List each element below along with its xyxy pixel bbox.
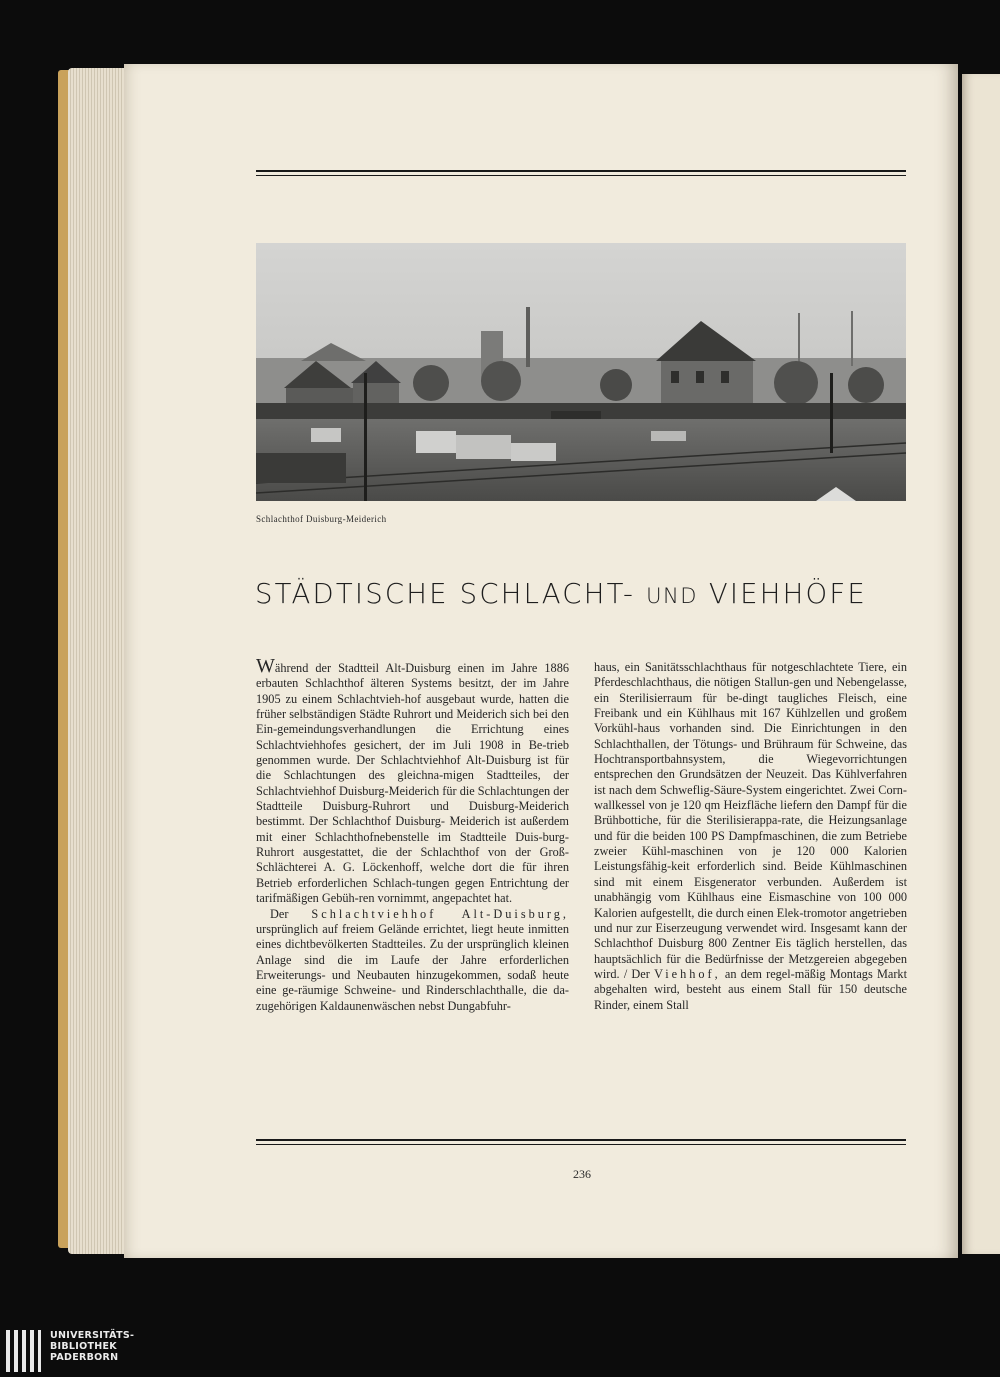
spaced-word-viehhof: Viehhof, <box>654 966 721 981</box>
title-part-3: VIEHHÖFE <box>708 578 867 610</box>
right-text-a: haus, ein Sanitätsschlachthaus für notgeschlachtete Tiere, ein Pferdeschlachthaus, die nötigen Stallun-gen und Nebengelasse, ein Sterilisierraum für be-dingt taugliches Fleisch, eine Freibank und ein Kühlhaus mit 167 Kühlzellen und großem Vorkühl-haus vorhanden sind. Die Einrichtungen in den Schlachthallen, der Tötungs- und Brühraum für Schweine, das Hochtransportbahnsystem, die Wiegevorrichtungen entsprechen den Grundsätzen der Neuzeit. Das Kühlverfahren ist nach dem Schweflig-Säure-System eingerichtet. Zwei Corn-wallkessel von je 120 qm Heizfläche liefern den Dampf für die Brühbottiche, für die Sterilisierappa-rate, die Heizungsanlage und für die beiden 100 PS Dampfmaschinen, die zum Betriebe zweier Kühl-maschinen von je 120 000 Kalorien Leistungsfähig-keit erforderlich sind. Beide Kühlmaschinen sind mit einem Eisgenerator verbunden. Außerdem ist unabhängig vom Kühlhaus eine Eismaschine von 100 000 Kalorien aufgestellt, die durch einen Elek-tromotor angetrieben und nur zur Eiserzeugung verwendet wird. Insgesamt kann der Schlachthof Duisburg 800 Zentner Eis täglich herstellen, das hauptsächlich für die Bedürfnisse der Metzgereien abgegeben wird. / Der <box>594 660 907 981</box>
dropcap-letter: W <box>256 655 275 677</box>
library-name-line-1: UNIVERSITÄTS- <box>50 1330 135 1341</box>
paragraph-2 <box>256 907 569 1014</box>
title-part-1: STÄDTISCHE SCHLACHT- <box>255 578 636 610</box>
right-paragraph <box>594 660 907 1013</box>
spaced-name-alt-duisburg: Schlachtviehhof Alt-Duisburg, <box>311 906 569 921</box>
library-name-line-2: BIBLIOTHEK <box>50 1341 117 1352</box>
library-name <box>50 1330 134 1363</box>
slaughterhouse-photograph <box>256 243 906 501</box>
paragraph-2-text: ursprünglich auf freiem Gelände errichtet, liegt heute inmitten eines dichtbevölkerten Stadtteiles. Zu der ursprünglich kleinen Anlage sind die im Laufe der Jahre erforderlichen Erweiterungs- und Neubauten hinzugekommen, sodaß heute eine ge-räumige Schweine- und Rinderschlachthalle, die da-zugehörigen Kaldaunenwäschen nebst Dungabfuhr- <box>256 921 569 1013</box>
title-part-2: UND <box>646 584 698 608</box>
article-title <box>255 578 915 610</box>
library-name-line-3: PADERBORN <box>50 1352 119 1363</box>
left-text-column <box>256 655 569 1014</box>
photo-illustration <box>256 243 906 501</box>
photo-caption: Schlachthof Duisburg-Meiderich <box>256 514 387 524</box>
paragraph-1 <box>256 655 569 907</box>
right-text-column <box>594 660 907 1013</box>
paragraph-1-text: ährend der Stadtteil Alt-Duisburg einen im Jahre 1886 erbauten Schlachthof älteren Systems besitzt, der im Jahre 1905 zu einem Schlachtvieh-hof ausgebaut wurde, hatten die früher selbständigen Städte Ruhrort und Meiderich sich bei den Ein-gemeindungsverhandlungen die Errichtung eines Schlachtviehhofes gesichert, der im Juli 1908 in Be-trieb genommen wurde. Der Schlachtviehhof Alt-Duisburg ist für die Schlachtungen des gleichna-migen Stadtteiles, der Schlachtviehhof Duisburg-Meiderich für die Schlachtungen der Stadtteile Duisburg-Ruhrort und Duisburg-Meiderich bestimmt. Der Schlachthof Duisburg- Meiderich ist außerdem mit einer Schlachthofnebenstelle im Stadtteile Duis-burg-Ruhrort ausgestattet, die der Schlachthof von der Groß-Schlächterei A. G. Löckenhoff, welche dort die für ihren Betrieb erforderlichen Schlach-tungen gegen Entrichtung der tarifmäßigen Gebüh-ren vornimmt, angepachtet hat. <box>256 661 569 906</box>
page-number: 236 <box>573 1167 591 1181</box>
facing-page-edge <box>962 74 1000 1254</box>
top-double-rule <box>256 170 906 176</box>
paragraph-2-lead: Der <box>270 906 289 921</box>
page-stack-edges <box>68 68 130 1254</box>
bottom-double-rule <box>256 1139 906 1145</box>
library-badge <box>0 1326 140 1377</box>
right-text-b: an dem regel-mäßig Montags Markt abgehalten wird, besteht aus einem Stall für 150 deutsche Rinder, einem Stall <box>594 966 907 1012</box>
